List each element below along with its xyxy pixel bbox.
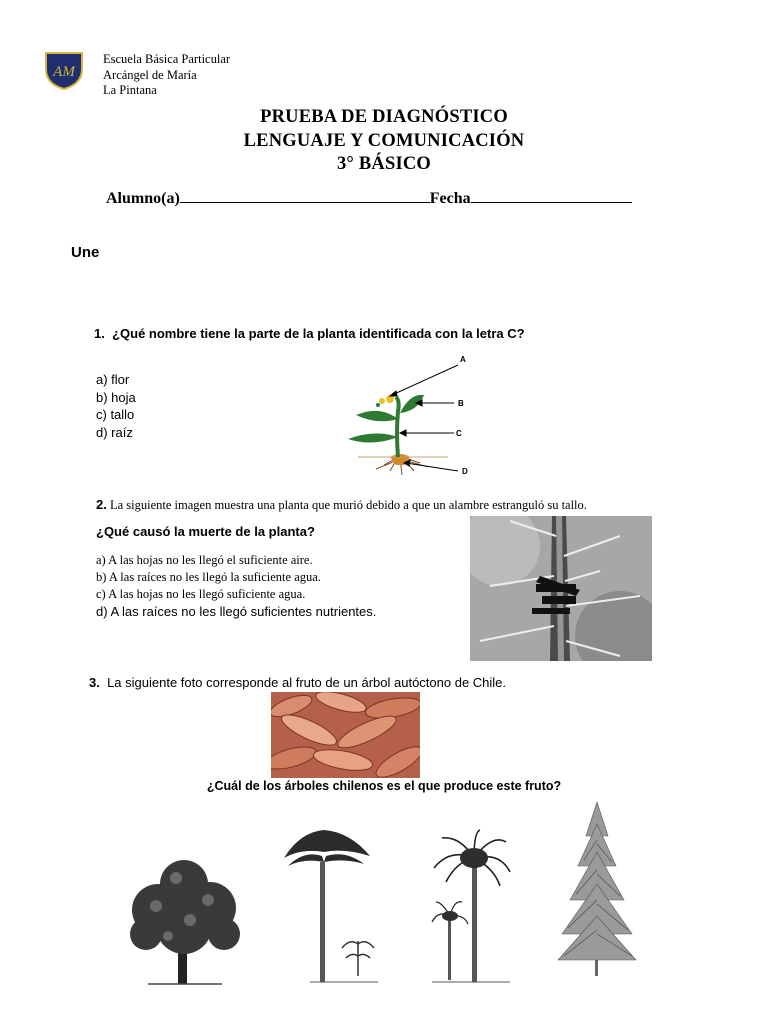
strangled-plant-photo bbox=[470, 516, 652, 661]
stem bbox=[396, 397, 399, 457]
label-b: B bbox=[458, 399, 464, 408]
tree-option-1[interactable] bbox=[128, 856, 242, 988]
question-1 bbox=[94, 326, 525, 341]
school-logo bbox=[43, 49, 85, 91]
question-3-text: La siguiente foto corresponde al fruto de un árbol autóctono de Chile. bbox=[107, 675, 507, 690]
label-c: C bbox=[456, 429, 462, 438]
question-3 bbox=[89, 675, 506, 690]
question-3-prompt: ¿Cuál de los árboles chilenos es el que produce este fruto? bbox=[206, 779, 562, 793]
tree-option-3-palm[interactable] bbox=[430, 828, 512, 986]
school-line-2: Arcángel de María bbox=[103, 67, 197, 82]
plant-diagram bbox=[340, 353, 480, 481]
q1-option-b[interactable]: b) hoja bbox=[96, 389, 136, 405]
q1-option-a[interactable]: a) flor bbox=[96, 372, 130, 387]
question-1-options bbox=[96, 371, 136, 441]
question-2-number: 2. bbox=[96, 497, 107, 512]
date-label: Fecha bbox=[429, 190, 471, 207]
q2-option-a[interactable]: a) A las hojas no les llegó el suficiente aire. bbox=[96, 553, 313, 567]
date-field[interactable] bbox=[471, 189, 632, 203]
label-a: A bbox=[460, 355, 466, 364]
pinon-fruit-photo bbox=[271, 692, 420, 778]
q1-option-d[interactable]: d) raíz bbox=[96, 424, 133, 440]
question-2 bbox=[96, 497, 587, 513]
label-d: D bbox=[462, 467, 468, 476]
tree-option-4-conifer[interactable] bbox=[554, 800, 640, 978]
question-2-options bbox=[96, 552, 376, 620]
student-info-line bbox=[106, 189, 632, 208]
question-2-prompt: ¿Qué causó la muerte de la planta? bbox=[96, 524, 315, 539]
school-line-1: Escuela Básica Particular bbox=[103, 52, 231, 66]
logo-initials: AM bbox=[53, 64, 75, 80]
student-name-field[interactable] bbox=[180, 189, 430, 203]
section-label: Une bbox=[71, 244, 100, 261]
q1-option-c[interactable]: c) tallo bbox=[96, 407, 135, 422]
tree-option-2-araucaria[interactable] bbox=[280, 826, 388, 986]
q2-option-b[interactable]: b) A las raíces no les llegó la suficiente agua. bbox=[96, 570, 321, 584]
leaf-left-low bbox=[348, 433, 398, 442]
leaf-left-high bbox=[356, 411, 398, 421]
question-1-text: ¿Qué nombre tiene la parte de la planta identificada con la letra C? bbox=[112, 326, 525, 341]
test-title: PRUEBA DE DIAGNÓSTICO bbox=[260, 107, 508, 127]
school-info bbox=[103, 52, 230, 99]
school-line-3: La Pintana bbox=[103, 83, 157, 97]
question-1-number: 1. bbox=[94, 326, 105, 341]
subject-title: LENGUAJE Y COMUNICACIÓN bbox=[243, 131, 525, 151]
question-3-number: 3. bbox=[89, 675, 100, 690]
q2-option-d[interactable]: d) A las raíces no les llegó suficientes nutrientes. bbox=[96, 604, 377, 619]
q2-option-c[interactable]: c) A las hojas no les llegó suficiente agua. bbox=[96, 587, 306, 601]
grade-title: 3° BÁSICO bbox=[336, 154, 431, 174]
student-name-label: Alumno(a) bbox=[106, 190, 180, 207]
question-2-text: La siguiente imagen muestra una planta que murió debido a que un alambre estranguló su tallo. bbox=[109, 498, 587, 512]
